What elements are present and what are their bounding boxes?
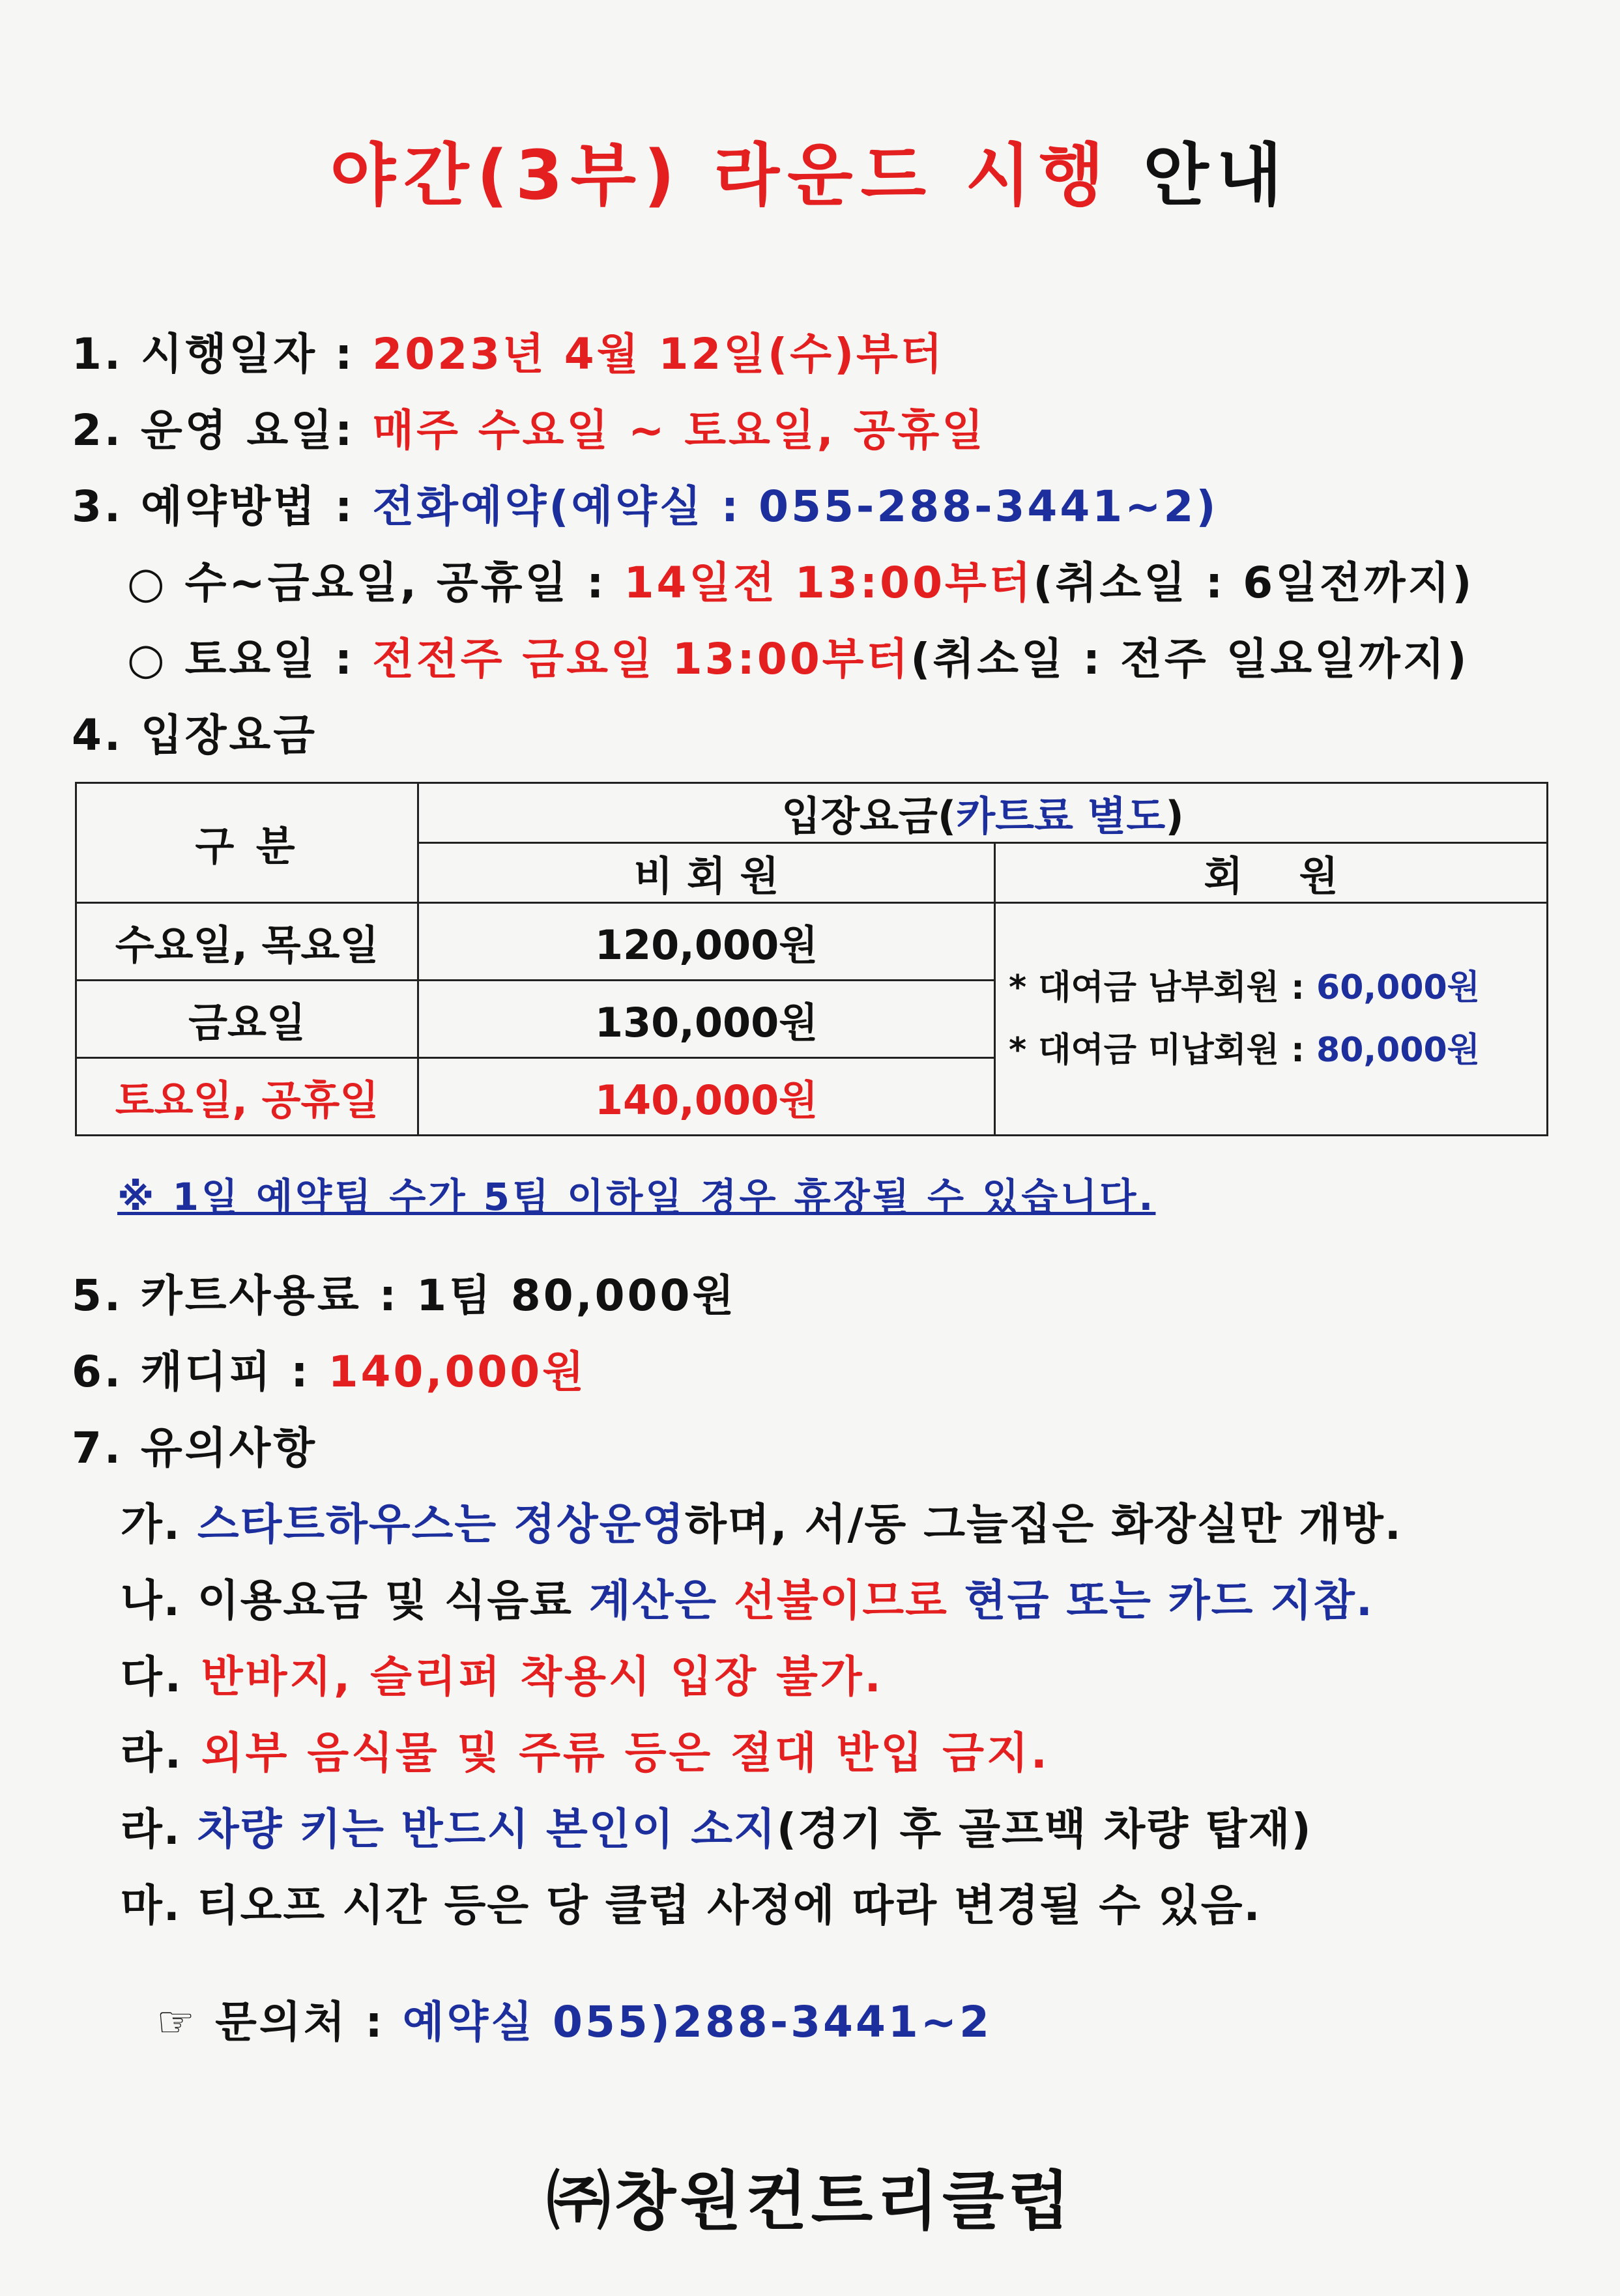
header-fee-suffix: ) [1165, 792, 1184, 840]
member-line-unpaid [1009, 1019, 1546, 1082]
item-caddie-fee [72, 1337, 586, 1399]
contact-value: 예약실 055)288-3441~2 [402, 1997, 992, 2047]
saturday-rule-note: (취소일 : 전주 일요일까지) [910, 634, 1469, 684]
note-na [121, 1566, 1374, 1628]
note-ra2-rest: (경기 후 골프백 차량 탑재) [776, 1804, 1312, 1854]
note-na-blue: 계산은 [588, 1575, 718, 1626]
contact-line [156, 1987, 992, 2049]
weekday-rule-label: ○ 수~금요일, 공휴일 : [127, 558, 607, 608]
title-black-part: 안내 [1143, 136, 1290, 215]
note-ga [121, 1489, 1402, 1551]
note-ra2 [121, 1794, 1312, 1856]
note-na-blue2: 현금 또는 카드 지참. [964, 1575, 1374, 1626]
header-category: 구 분 [76, 783, 418, 903]
header-fee-cart-note: 카트료 별도 [956, 792, 1166, 840]
note-na-part1: 이용요금 및 식음료 [197, 1575, 573, 1626]
weekday-booking-rule [127, 548, 1474, 610]
member-fee-cell [995, 903, 1548, 1136]
title-red-part: 야간(3부) 라운드 시행 [330, 136, 1112, 215]
saturday-rule-label: ○ 토요일 : [127, 634, 355, 684]
note-prefix: 나. [121, 1575, 181, 1626]
caddie-fee-value: 140,000원 [328, 1347, 586, 1397]
member-line-label: * 대여금 미납회원 : [1009, 1031, 1305, 1070]
note-ra2-blue: 차량 키는 반드시 본인이 소지 [197, 1804, 777, 1854]
cart-fee-label: 5. 카트사용료 : [72, 1270, 399, 1321]
company-name: ㈜창원컨트리클럽 [546, 2164, 1074, 2239]
page-title [0, 121, 1620, 218]
weekday-rule-value: 14일전 13:00부터 [624, 558, 1034, 608]
row-nonmember-fee: 130,000원 [418, 981, 995, 1058]
note-ma [121, 1871, 1262, 1932]
row-category: 토요일, 공휴일 [76, 1058, 418, 1136]
note-prefix: 마. [121, 1880, 181, 1930]
header-fee [418, 783, 1548, 843]
note-prefix: 가. [121, 1499, 181, 1549]
row-nonmember-fee: 120,000원 [418, 903, 995, 981]
note-ra [121, 1718, 1050, 1780]
note-ma-rest: 티오프 시간 등은 당 클럽 사정에 따라 변경될 수 있음. [197, 1880, 1262, 1930]
cart-fee-value: 1팀 80,000원 [416, 1270, 737, 1321]
member-line-value: 60,000원 [1316, 968, 1480, 1007]
header-member: 회 원 [995, 843, 1548, 903]
note-prefix: 라. [121, 1728, 184, 1778]
row-category: 금요일 [76, 981, 418, 1058]
note-ga-blue: 스타트하우스는 정상운영 [197, 1499, 686, 1549]
contact-label: 문의처 : [215, 1997, 385, 2047]
weekday-rule-note: (취소일 : 6일전까지) [1033, 558, 1475, 608]
member-line-value: 80,000원 [1316, 1031, 1480, 1070]
days-value: 매주 수요일 ~ 토요일, 공휴일 [372, 405, 986, 455]
header-fee-prefix: 입장요금( [781, 792, 957, 840]
member-line-label: * 대여금 남부회원 : [1009, 968, 1305, 1007]
item-cart-fee [72, 1261, 736, 1323]
caddie-fee-label: 6. 캐디피 : [72, 1347, 311, 1397]
note-ra-red: 외부 음식물 및 주류 등은 절대 반입 금지. [201, 1728, 1050, 1778]
start-date-label: 1. 시행일자 : [72, 329, 355, 379]
saturday-booking-rule [127, 624, 1469, 686]
note-ga-rest: 하며, 서/동 그늘집은 화장실만 개방. [685, 1499, 1402, 1549]
note-da-red: 반바지, 슬리퍼 착용시 입장 불가. [201, 1652, 884, 1702]
note-na-red: 선불이므로 [734, 1575, 948, 1626]
row-nonmember-fee: 140,000원 [418, 1058, 995, 1136]
notes-heading: 7. 유의사항 [72, 1423, 317, 1473]
fee-table [75, 782, 1548, 1136]
note-da [121, 1642, 884, 1704]
note-prefix: 다. [121, 1652, 184, 1702]
pointing-hand-icon: ☞ [156, 1997, 198, 2047]
saturday-rule-value: 전전주 금요일 13:00부터 [372, 634, 911, 684]
row-category: 수요일, 목요일 [76, 903, 418, 981]
fee-table-header-row [76, 783, 1548, 843]
note-prefix: 라. [121, 1804, 181, 1854]
fees-heading: 4. 입장요금 [72, 710, 317, 760]
member-line-south [1009, 956, 1546, 1019]
reservation-value: 전화예약(예약실 : 055-288-3441~2) [372, 481, 1219, 532]
table-row [76, 903, 1548, 981]
header-nonmember: 비 회 원 [418, 843, 995, 903]
item-operating-days [72, 395, 986, 457]
closure-note: ※ 1일 예약팀 수가 5팀 이하일 경우 휴장될 수 있습니다. [117, 1175, 1156, 1219]
item-start-date [72, 319, 945, 381]
start-date-value: 2023년 4월 12일(수)부터 [372, 329, 945, 379]
reservation-label: 3. 예약방법 : [72, 481, 355, 532]
item-reservation [72, 472, 1219, 534]
days-label: 2. 운영 요일: [72, 405, 355, 455]
